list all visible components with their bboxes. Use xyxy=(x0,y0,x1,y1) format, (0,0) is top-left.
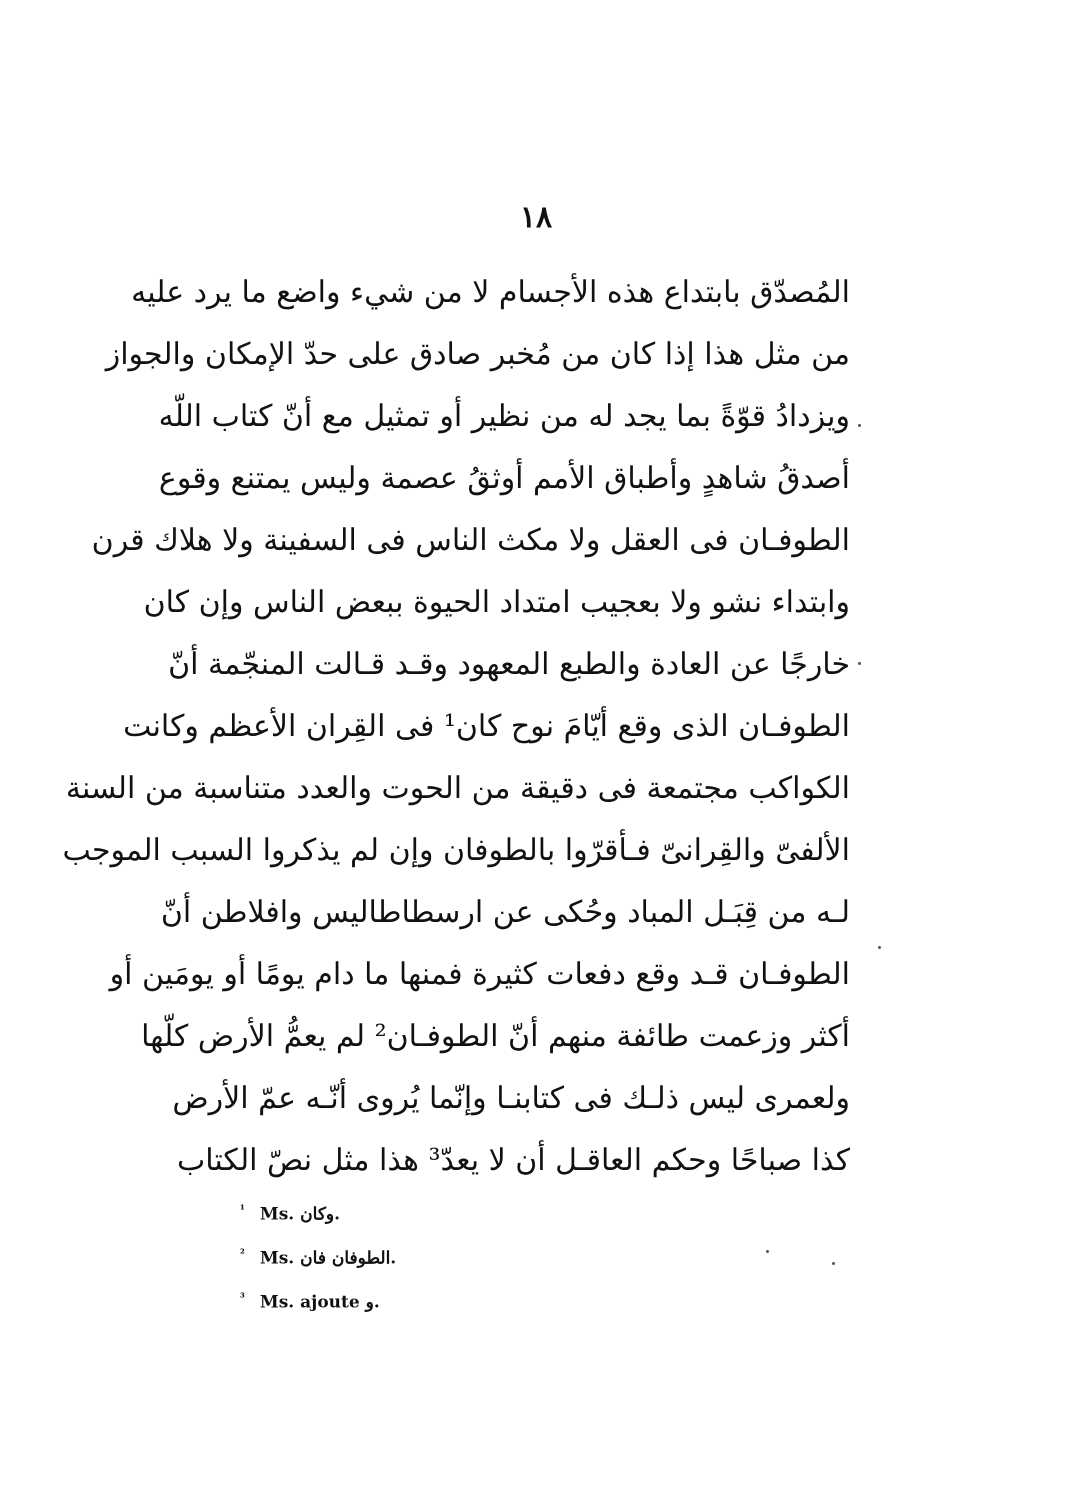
footnote xyxy=(240,1276,660,1320)
text-line: ولعمرى ليس ذلـك فى كتابنـا وإنّما يُروى أنّـه عمّ الأرض xyxy=(172,1081,850,1116)
scan-speck xyxy=(766,1250,769,1253)
page-number: ١٨ xyxy=(519,200,553,235)
footnote xyxy=(240,1188,660,1232)
footnote-marker: ³ xyxy=(240,1291,245,1304)
text-line: الألفىّ والقِرانىّ فـأقرّوا بالطوفان وإن لم يذكروا السبب الموجب xyxy=(62,833,850,868)
text-line: وابتداء نشو ولا بعجيب امتداد الحيوة ببعض الناس وإن كان xyxy=(143,585,850,620)
text-line: الطوفـان قـد وقع دفعات كثيرة فمنها ما دام يومًا أو يومَين أو xyxy=(109,957,850,992)
scan-speck xyxy=(878,946,881,949)
footnote-marker: ² xyxy=(240,1247,245,1260)
text-line: أصدقُ شاهدٍ وأطباق الأمم أوثقُ عصمة وليس يمتنع وقوع xyxy=(158,461,850,496)
footnotes xyxy=(240,1188,660,1320)
text-line: لـه من قِبَـل المباد وحُكى عن ارسطاطاليس وافلاطن أنّ xyxy=(160,895,850,930)
text-line: كذا صباحًا وحكم العاقـل أن لا يعدّ³ هذا مثل نصّ الكتاب xyxy=(177,1143,850,1178)
text-line: الطوفـان الذى وقع أيّامَ نوح كان¹ فى القِران الأعظم وكانت xyxy=(123,709,850,744)
footnote-text: Ms. وكان. xyxy=(259,1204,341,1225)
arabic-body-text xyxy=(62,262,850,1192)
scan-speck xyxy=(832,1262,835,1265)
footnote-text: Ms. ajoute و. xyxy=(259,1292,380,1313)
text-line: ويزدادُ قوّةً بما يجد له من نظير أو تمثيل مع أنّ كتاب اللّه xyxy=(158,399,850,434)
text-line: الكواكب مجتمعة فى دقيقة من الحوت والعدد متناسبة من السنة xyxy=(65,771,850,806)
text-line: من مثل هذا إذا كان من مُخبر صادق على حدّ الإمكان والجواز xyxy=(105,337,850,372)
scan-speck xyxy=(858,424,861,427)
footnote xyxy=(240,1232,660,1276)
text-line: خارجًا عن العادة والطبع المعهود وقـد قـالت المنجّمة أنّ xyxy=(168,647,850,682)
footnote-marker: ¹ xyxy=(240,1203,245,1216)
footnote-text: Ms. الطوفان فان. xyxy=(259,1248,397,1269)
text-line: الطوفـان فى العقل ولا مكث الناس فى السفينة ولا هلاك قرن xyxy=(91,523,850,558)
text-line: المُصدّق بابتداع هذه الأجسام لا من شيء واضع ما يرد عليه xyxy=(131,275,850,310)
text-line: أكثر وزعمت طائفة منهم أنّ الطوفـان² لم يعمُّ الأرض كلّها xyxy=(141,1019,850,1054)
scan-speck xyxy=(858,662,861,665)
